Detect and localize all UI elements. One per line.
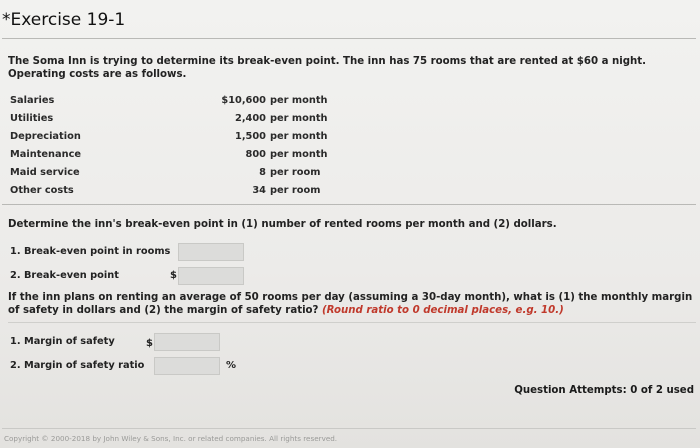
cost-amount: 1,500 bbox=[235, 131, 266, 142]
section-divider bbox=[2, 204, 696, 205]
cost-row bbox=[10, 95, 330, 113]
cost-amount: 800 bbox=[245, 149, 266, 160]
cost-label: Depreciation bbox=[10, 131, 81, 142]
margin-of-safety-ratio-input[interactable] bbox=[154, 357, 220, 375]
problem-intro: The Soma Inn is trying to determine its break-even point. The inn has 75 rooms that are rented at $60 a night. Operating costs are as follows. bbox=[8, 56, 647, 80]
cost-label: Salaries bbox=[10, 95, 55, 106]
cost-label: Other costs bbox=[10, 185, 74, 196]
margin-question-body: If the inn plans on renting an average of 50 rooms per day (assuming a 30-day month), what is (1) the monthly margin of safety in dollars and (2) the margin of safety ratio? bbox=[8, 292, 693, 316]
cost-row bbox=[10, 113, 330, 131]
cost-row bbox=[10, 131, 330, 149]
break-even-rooms-label: 1. Break-even point in rooms bbox=[10, 246, 171, 257]
inner-divider bbox=[8, 322, 696, 323]
title-divider bbox=[2, 38, 696, 39]
percent-sign: % bbox=[226, 360, 237, 371]
break-even-rooms-input[interactable] bbox=[178, 243, 244, 261]
break-even-dollars-input[interactable] bbox=[178, 267, 244, 285]
cost-unit: per room bbox=[270, 185, 321, 196]
break-even-dollars-label: 2. Break-even point bbox=[10, 270, 119, 281]
dollar-sign: $ bbox=[170, 270, 177, 281]
cost-label: Maintenance bbox=[10, 149, 82, 160]
margin-of-safety-label: 1. Margin of safety bbox=[10, 336, 115, 347]
cost-label: Utilities bbox=[10, 113, 54, 124]
cost-label: Maid service bbox=[10, 167, 80, 178]
question-attempts: Question Attempts: 0 of 2 used bbox=[514, 385, 694, 396]
cost-amount: $10,600 bbox=[221, 95, 266, 106]
cost-amount: 2,400 bbox=[235, 113, 266, 124]
margin-question-text bbox=[8, 291, 698, 317]
cost-amount: 8 bbox=[259, 167, 266, 178]
cost-unit: per month bbox=[270, 149, 328, 160]
cost-row bbox=[10, 185, 330, 203]
margin-of-safety-ratio-label: 2. Margin of safety ratio bbox=[10, 360, 145, 371]
cost-row bbox=[10, 167, 330, 185]
question-text: Determine the inn's break-even point in (1) number of rented rooms per month and (2) dollars. bbox=[8, 219, 557, 230]
rounding-hint: (Round ratio to 0 decimal places, e.g. 10.) bbox=[322, 305, 564, 316]
cost-row bbox=[10, 149, 330, 167]
page-title: *Exercise 19-1 bbox=[2, 10, 126, 30]
cost-unit: per month bbox=[270, 131, 328, 142]
cost-unit: per month bbox=[270, 95, 328, 106]
dollar-sign: $ bbox=[146, 338, 153, 349]
footer-divider bbox=[2, 428, 696, 429]
cost-unit: per month bbox=[270, 113, 328, 124]
copyright-notice: Copyright © 2000-2018 by John Wiley & Sons, Inc. or related companies. All rights reserved. bbox=[4, 434, 338, 443]
margin-of-safety-input[interactable] bbox=[154, 333, 220, 351]
cost-amount: 34 bbox=[252, 185, 266, 196]
cost-unit: per room bbox=[270, 167, 321, 178]
